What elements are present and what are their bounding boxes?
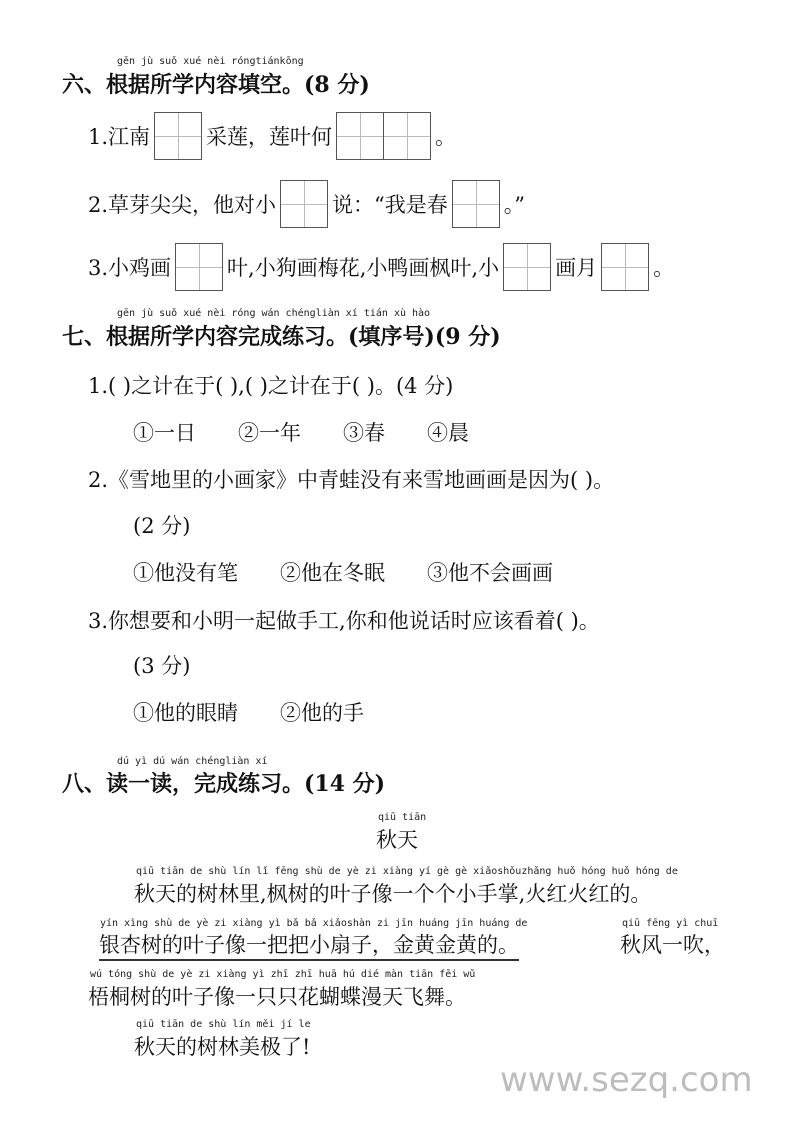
line-pinyin: wú tóng shù de yè zi xiàng yì zhī zhī huā hú dié màn tiān fēi wǔ (90, 969, 476, 980)
line-pinyin: yín xìng shù de yè zi xiàng yì bǎ bǎ xiǎoshàn zi jīn huáng jīn huáng de (100, 918, 528, 929)
s7-q1: 1.( )之计在于( ),( )之计在于( )。(4 分) (88, 374, 454, 398)
s7-title: 七、根据所学内容完成练习。(填序号)(9 分) (62, 324, 501, 350)
s6-title: 六、根据所学内容填空。(8 分) (62, 72, 370, 98)
q-text: 叶,小狗画梅花,小鸭画枫叶,小 (227, 256, 500, 280)
line-pinyin: qiū tiān de shù lín měi jí le (136, 1019, 311, 1030)
s7-q2-options (133, 557, 595, 587)
option[interactable]: ②一年 (238, 421, 301, 445)
q-text: 1.江南 (88, 125, 151, 149)
answer-box[interactable] (601, 243, 649, 291)
option[interactable]: ④晨 (427, 421, 469, 445)
s6-q1 (88, 112, 456, 160)
option[interactable]: ①一日 (133, 421, 196, 445)
answer-box[interactable] (154, 112, 202, 160)
answer-box[interactable] (452, 180, 500, 228)
option[interactable]: ②他的手 (280, 701, 364, 725)
line-pinyin: qiū fēng yì chuī (622, 918, 719, 929)
s7-q2: 2.《雪地里的小画家》中青蛙没有来雪地画画是因为( )。 (88, 468, 615, 492)
answer-box[interactable] (336, 112, 431, 160)
answer-box[interactable] (503, 243, 551, 291)
q-text: 2.草芽尖尖，他对小 (88, 193, 277, 217)
answer-box[interactable] (175, 243, 223, 291)
option[interactable]: ③春 (343, 421, 385, 445)
answer-box[interactable] (280, 180, 328, 228)
passage-title: 秋天 (376, 828, 418, 852)
s7-q3-options (133, 697, 406, 727)
s7-q2-score: (2 分) (133, 514, 191, 538)
q-text: 3.小鸡画 (88, 256, 172, 280)
q-text: 。” (503, 193, 526, 217)
s7-q3-score: (3 分) (133, 654, 191, 678)
line-pinyin: qiū tiān de shù lín lǐ fēng shù de yè zi xiàng yí gè gè xiǎoshǒuzhǎng huǒ hóng huǒ hóng de (136, 866, 678, 877)
q-text: 采莲，莲叶何 (206, 125, 333, 149)
q-text: 。 (653, 256, 675, 280)
q-text: 说：“我是春 (332, 193, 448, 217)
passage-title-pinyin: qiū tiān (378, 812, 427, 823)
s7-q3: 3.你想要和小明一起做手工,你和他说话时应该看着( )。 (88, 609, 600, 633)
s6-q2 (88, 180, 525, 228)
underlined-sentence: 银杏树的叶子像一把把小扇子，金黄金黄的。 (99, 929, 519, 961)
option[interactable]: ①他的眼睛 (133, 701, 238, 725)
passage-line: 秋风一吹， (620, 933, 725, 957)
option[interactable]: ①他没有笔 (133, 561, 238, 585)
passage-line: 秋天的树林美极了! (134, 1035, 311, 1059)
watermark: www.sezq.com (500, 1060, 753, 1100)
q-text: 。 (435, 125, 457, 149)
passage-line: 梧桐树的叶子像一只只花蝴蝶漫天飞舞。 (88, 985, 466, 1009)
s6-q3 (88, 243, 674, 291)
s8-pinyin: dú yì dú wán chéngliàn xí (117, 756, 268, 767)
s8-title: 八、读一读，完成练习。(14 分) (62, 771, 386, 797)
s7-pinyin: gēn jù suǒ xué nèi róng wán chéngliàn xí tián xù hào (117, 308, 431, 319)
passage-line: 秋天的树林里,枫树的叶子像一个个小手掌,火红火红的。 (134, 882, 652, 906)
option[interactable]: ③他不会画画 (427, 561, 553, 585)
option[interactable]: ②他在冬眠 (280, 561, 385, 585)
s6-pinyin: gēn jù suǒ xué nèi róngtiánkōng (117, 56, 304, 67)
s7-q1-options (133, 417, 511, 447)
q-text: 画月 (555, 256, 598, 280)
